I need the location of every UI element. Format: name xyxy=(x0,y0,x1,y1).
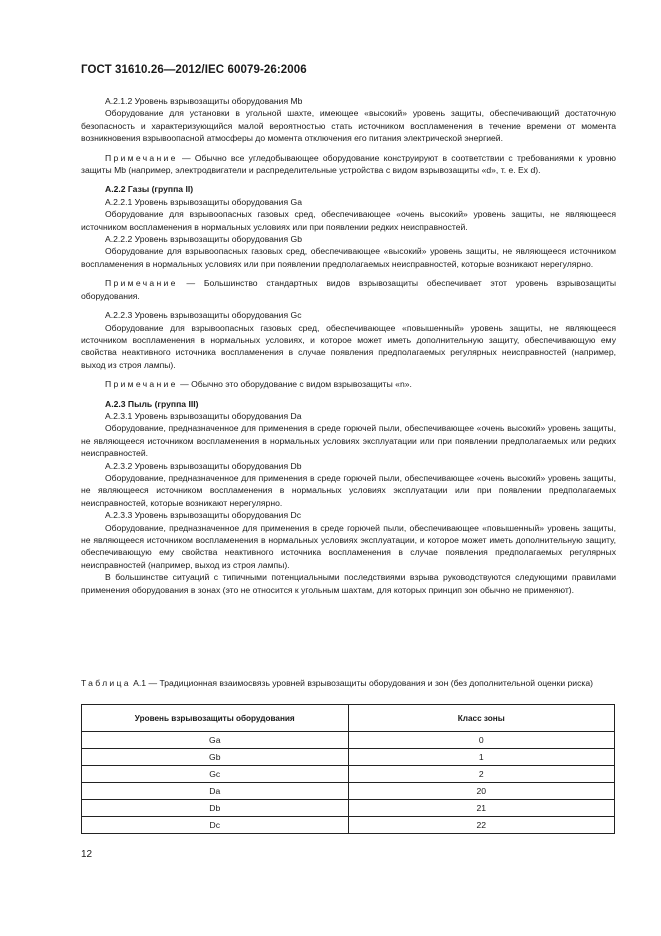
paragraph: Оборудование, предназначенное для применения в среде горючей пыли, обеспечивающее «очень высокий» уровень защиты, не являющееся источником воспламенения в нормальных условиях эксплуатации или при появлении предполагаемых или редких неисправностей. xyxy=(81,423,616,459)
page-number: 12 xyxy=(81,849,93,860)
table-cell: 21 xyxy=(348,800,615,817)
section-heading: А.2.3 Пыль (группа III) xyxy=(105,398,199,409)
subsection-heading: А.2.1.2 Уровень взрывозащиты оборудования Mb xyxy=(105,96,303,106)
note-label: Примечание xyxy=(105,278,178,289)
table-cell: Da xyxy=(82,783,349,800)
table-cell: 2 xyxy=(348,766,615,783)
paragraph: В большинстве ситуаций с типичными потенциальными последствиями взрыва руководствуются следующими правилами применения оборудования в зонах (это не относится к угольным шахтам, для которых принцип зон обычно не применяют). xyxy=(81,572,616,595)
table-row xyxy=(82,732,615,749)
paragraph: Оборудование для взрывоопасных газовых сред, обеспечивающее «очень высокий» уровень защиты, не являющееся источником воспламенения в нормальных условиях или при появлении редких неисправностей. xyxy=(81,209,616,232)
subsection-heading: А.2.3.2 Уровень взрывозащиты оборудования Db xyxy=(105,460,302,471)
table-cell: Ga xyxy=(82,732,349,749)
table-cell: 22 xyxy=(348,817,615,834)
paragraph: Оборудование для взрывоопасных газовых сред, обеспечивающее «высокий» уровень защиты, не являющееся источником воспламенения в нормальных условиях или при появлении предполагаемых неисправностей, которые возникают нерегулярно. xyxy=(81,246,616,269)
table-cell: Db xyxy=(82,800,349,817)
table-cell: 0 xyxy=(348,732,615,749)
note-label: Примечание xyxy=(105,379,178,390)
table-label: Таблица xyxy=(81,678,131,688)
table-caption-text: А.1 — Традиционная взаимосвязь уровней взрывозащиты оборудования и зон (без дополнительной оценки риска) xyxy=(130,678,593,688)
note: Примечание — Обычно это оборудование с видом взрывозащиты «n». xyxy=(105,379,412,390)
table-row xyxy=(82,783,615,800)
table-cell: Gb xyxy=(82,749,349,766)
subsection-heading: А.2.2.2 Уровень взрывозащиты оборудования Gb xyxy=(105,234,302,245)
subsection-heading: А.2.2.1 Уровень взрывозащиты оборудования Ga xyxy=(105,196,302,207)
zone-table xyxy=(81,704,615,834)
paragraph: Оборудование, предназначенное для применения в среде горючей пыли, обеспечивающее «повышенный» уровень защиты, не являющееся источником воспламенения в нормальных условиях эксплуатации, и которое может иметь дополнительную защиту, обеспечивающую ему свойства неактивного источника воспламенения в случае появления предполагаемых регулярных неисправностей (например, выход из строя лампы). xyxy=(81,522,616,570)
column-header: Класс зоны xyxy=(348,705,615,732)
note-text: Обычно это оборудование с видом взрывозащиты «n». xyxy=(191,379,412,390)
paragraph: Оборудование, предназначенное для применения в среде горючей пыли, обеспечивающее «очень высокий» уровень защиты, не являющееся источником воспламенения в нормальных условиях эксплуатации или при появлении предполагаемых неисправностей, которые возникают нерегулярно. xyxy=(81,472,616,508)
section-heading: А.2.2 Газы (группа II) xyxy=(105,184,194,195)
document-body xyxy=(81,95,616,596)
table-header-row xyxy=(82,705,615,732)
table-cell: Gc xyxy=(82,766,349,783)
document-header: ГОСТ 31610.26—2012/IEC 60079-26:2006 xyxy=(81,64,307,76)
paragraph: Оборудование для установки в угольной шахте, имеющее «высокий» уровень защиты, обеспечивающий достаточную безопасность и характеризующийся малой вероятностью стать источником воспламенения в течение времени от момента возникновения взрывоопасной атмосферы до момента отключения его питания электрической энергией. xyxy=(81,108,616,144)
note: Примечание — Обычно все угледобывающее оборудование конструируют в соответствии с требованиями к уровню защиты Mb (например, электродвигатели и распределительные устройства с видом взрывозащиты «d», т. е. Ex d). xyxy=(81,152,616,176)
note-text: Обычно все угледобывающее оборудование конструируют в соответствии с требованиями к уровню защиты Mb (например, электродвигатели и распределительные устройства с видом взрывозащиты «d», т. е. Ex d). xyxy=(81,152,616,176)
table-row xyxy=(82,766,615,783)
table-cell: 20 xyxy=(348,783,615,800)
note-text: Большинство стандартных видов взрывозащиты обеспечивает этот уровень взрывозащиты оборудования. xyxy=(81,278,616,301)
subsection-heading: А.2.3.3 Уровень взрывозащиты оборудования Dc xyxy=(105,510,302,521)
table-cell: Dc xyxy=(82,817,349,834)
table-caption xyxy=(81,677,616,689)
note: Примечание — Большинство стандартных видов взрывозащиты обеспечивает этот уровень взрывозащиты оборудования. xyxy=(81,278,616,301)
subsection-heading: А.2.2.3 Уровень взрывозащиты оборудования Gc xyxy=(105,310,302,321)
column-header: Уровень взрывозащиты оборудования xyxy=(82,705,349,732)
table-row xyxy=(82,800,615,817)
subsection-heading: А.2.3.1 Уровень взрывозащиты оборудования Da xyxy=(105,410,302,421)
note-label: Примечание xyxy=(105,152,178,163)
paragraph: Оборудование для взрывоопасных газовых сред, обеспечивающее «повышенный» уровень защиты, не являющееся источником воспламенения в нормальных условиях, и которое может иметь дополнительную защиту, обеспечивающую ему свойства неактивного источника воспламенения в случае появления предполагаемых регулярных неисправностей (например, выход из строя лампы). xyxy=(81,322,616,370)
table-row xyxy=(82,817,615,834)
table-cell: 1 xyxy=(348,749,615,766)
table-row xyxy=(82,749,615,766)
